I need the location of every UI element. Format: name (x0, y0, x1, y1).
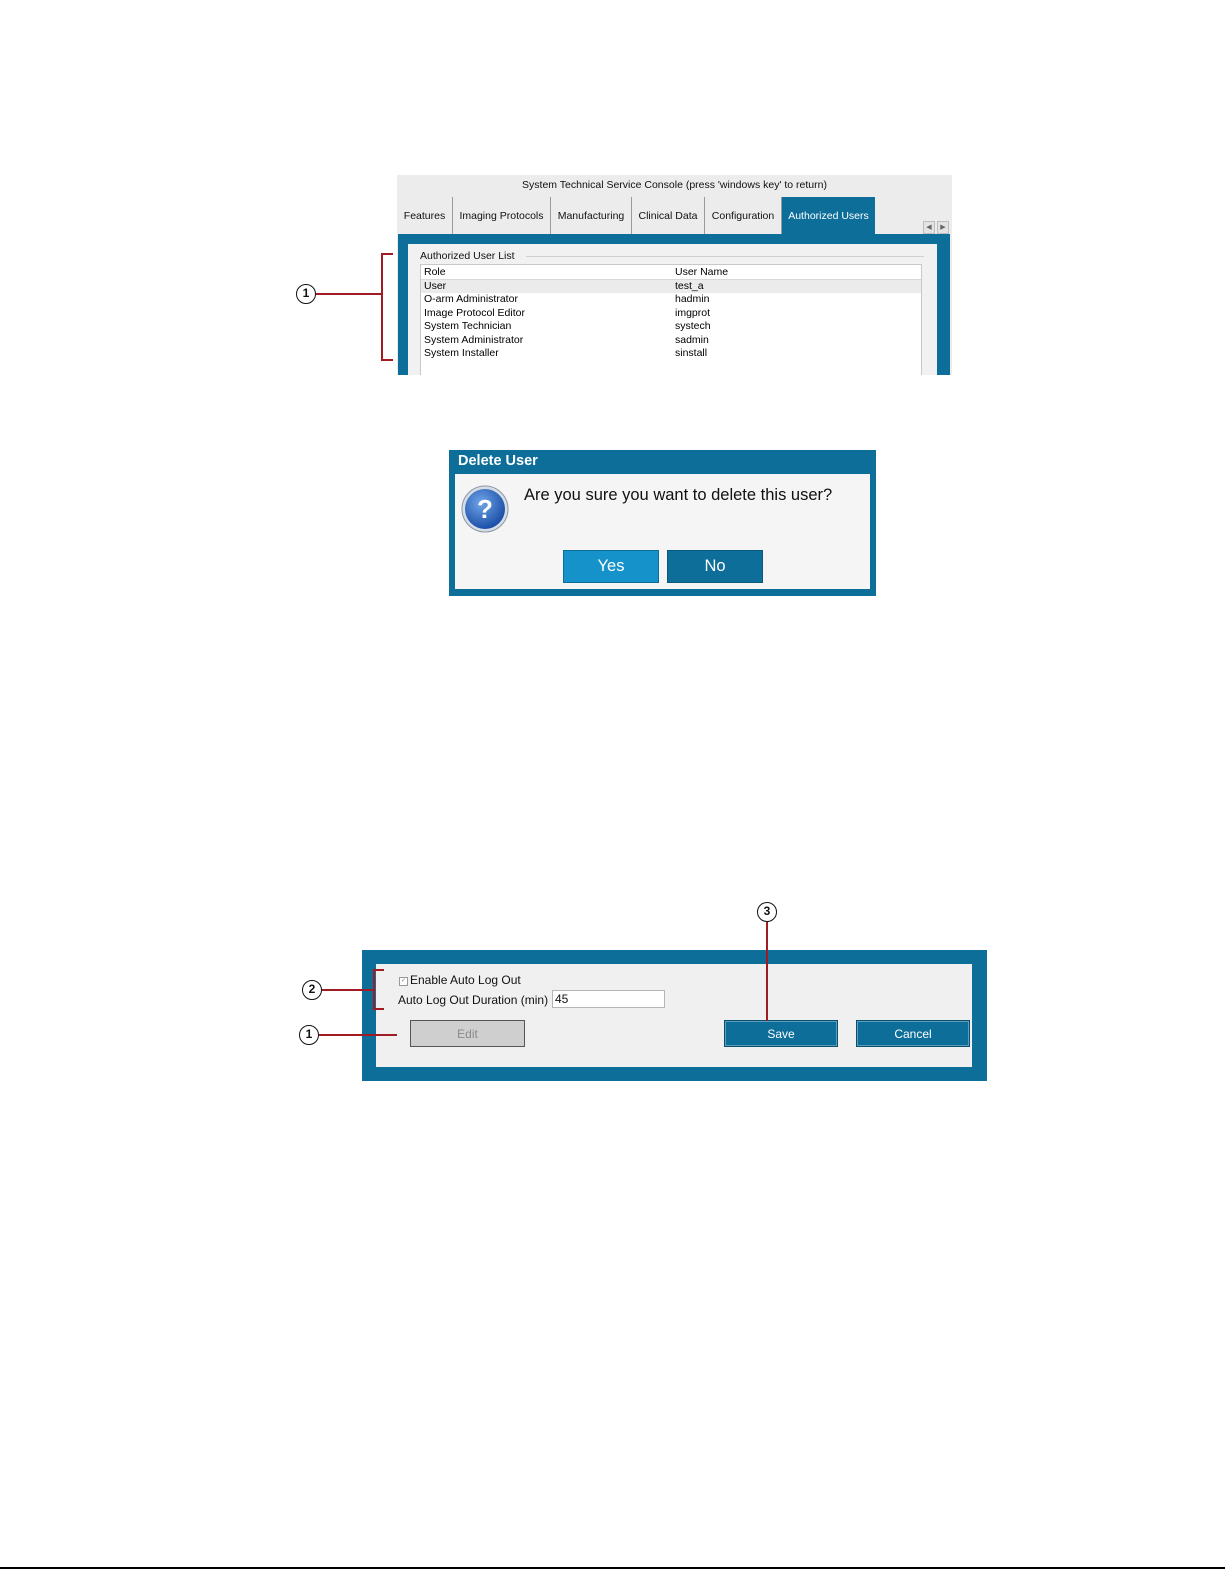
table-row[interactable] (421, 293, 921, 306)
auto-logout-panel-frame (362, 950, 987, 1081)
callout-bracket-top (373, 969, 384, 971)
role-cell: System Technician (424, 320, 512, 332)
callout-bracket (381, 253, 383, 361)
role-cell: User (424, 280, 447, 292)
callout-bracket-bottom (381, 359, 393, 361)
authorized-users-panel (408, 244, 937, 375)
tab-clinical-data[interactable]: Clinical Data (632, 197, 705, 234)
role-cell: System Administrator (424, 334, 524, 346)
page-footer-rule (0, 1567, 1225, 1569)
enable-auto-logout-label: Enable Auto Log Out (410, 973, 521, 987)
callout-marker: 3 (757, 902, 777, 922)
callout-leader-line (766, 922, 768, 1021)
enable-auto-logout-checkbox[interactable]: ✓ (400, 978, 407, 984)
role-cell: System Installer (424, 347, 499, 359)
callout-marker: 1 (299, 1025, 319, 1045)
username-cell: sadmin (675, 334, 709, 346)
group-box-label: Authorized User List (420, 250, 515, 262)
yes-button[interactable]: Yes (563, 550, 659, 583)
table-row[interactable] (421, 320, 921, 333)
callout-bracket-top (381, 253, 393, 255)
tab-features[interactable]: Features (397, 197, 453, 234)
table-row[interactable] (421, 280, 921, 293)
callout-leader-line (319, 1034, 397, 1036)
username-cell: hadmin (675, 293, 710, 305)
callout-leader-line (316, 293, 382, 295)
table-row[interactable] (421, 307, 921, 320)
tab-imaging-protocols[interactable]: Imaging Protocols (453, 197, 551, 234)
duration-label: Auto Log Out Duration (min) (398, 993, 549, 1007)
dialog-title: Delete User (458, 453, 538, 469)
callout-bracket-bottom (373, 1008, 384, 1010)
auto-logout-panel (376, 964, 972, 1067)
table-header (421, 266, 921, 280)
authorized-user-table (420, 264, 922, 375)
callout-marker: 1 (296, 284, 316, 304)
scroll-left-icon[interactable]: ◀ (923, 221, 935, 234)
save-button[interactable]: Save (724, 1020, 838, 1047)
username-cell: sinstall (675, 347, 708, 359)
no-button[interactable]: No (667, 550, 763, 583)
column-header-role[interactable]: Role (424, 266, 446, 278)
svg-text:?: ? (477, 494, 493, 524)
username-cell: test_a (675, 280, 704, 292)
table-row[interactable] (421, 334, 921, 347)
callout-marker: 2 (302, 980, 322, 1000)
service-console-window (397, 175, 952, 375)
delete-user-dialog (449, 450, 876, 596)
table-row[interactable] (421, 347, 921, 360)
edit-button[interactable]: Edit (410, 1020, 525, 1047)
column-header-username[interactable]: User Name (675, 266, 729, 278)
tab-authorized-users[interactable]: Authorized Users (782, 197, 875, 234)
tab-content-frame (398, 234, 950, 375)
tab-manufacturing[interactable]: Manufacturing (551, 197, 632, 234)
tab-scroll-arrows (923, 221, 949, 232)
username-cell: imgprot (675, 307, 711, 319)
question-icon (460, 484, 510, 534)
group-box-divider (526, 256, 924, 257)
window-title: System Technical Service Console (press 'windows key' to return) (522, 179, 827, 191)
duration-input[interactable] (552, 990, 665, 1008)
username-cell: systech (675, 320, 711, 332)
dialog-body (455, 474, 870, 589)
role-cell: O-arm Administrator (424, 293, 518, 305)
role-cell: Image Protocol Editor (424, 307, 525, 319)
scroll-right-icon[interactable]: ▶ (937, 221, 949, 234)
dialog-message: Are you sure you want to delete this user? (524, 486, 833, 504)
callout-bracket (373, 969, 375, 1010)
tab-configuration[interactable]: Configuration (705, 197, 782, 234)
cancel-button[interactable]: Cancel (856, 1020, 970, 1047)
callout-leader-line (322, 989, 374, 991)
